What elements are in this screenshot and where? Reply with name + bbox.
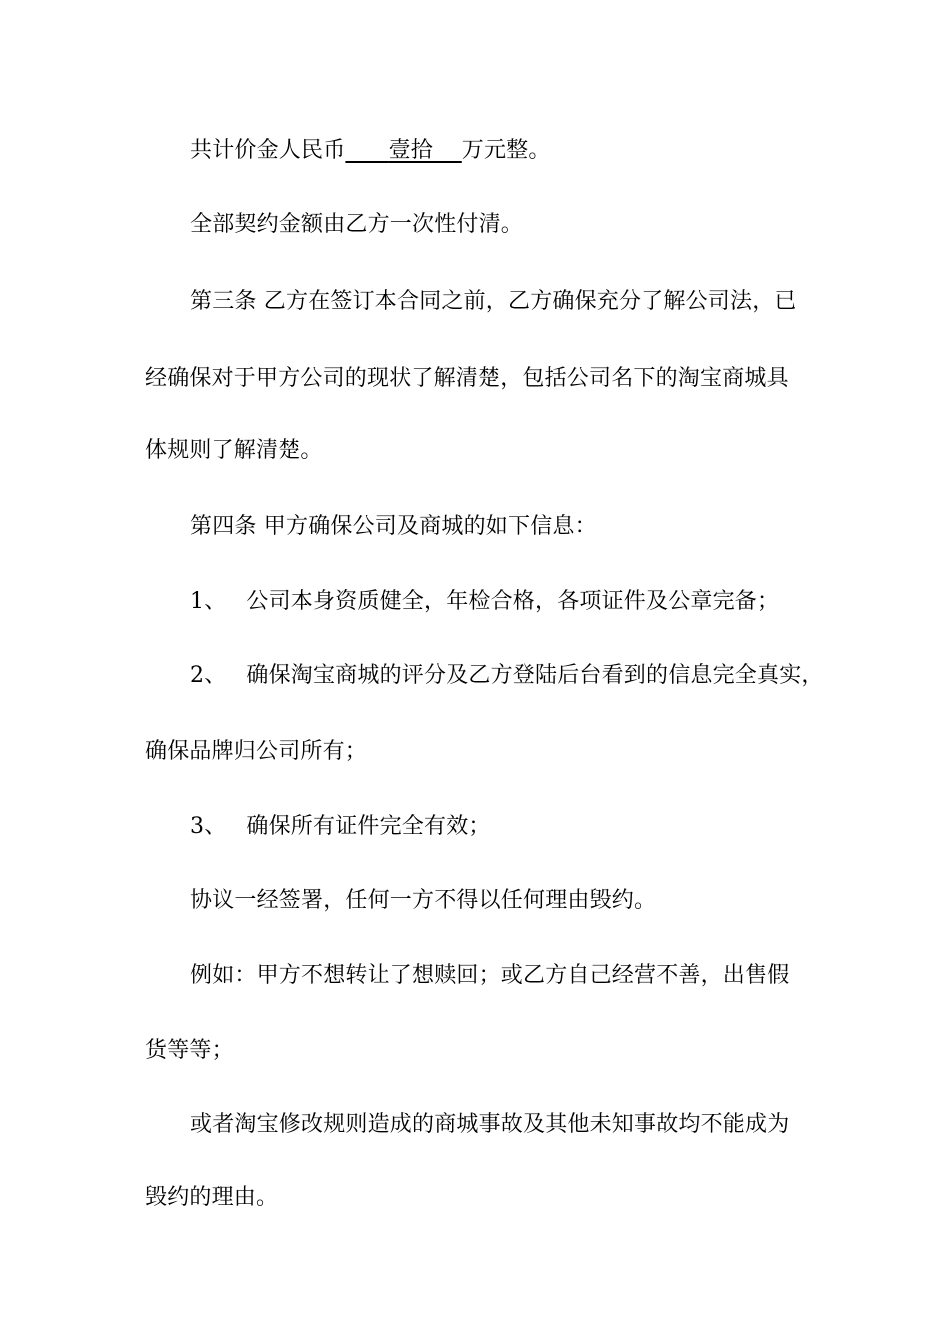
- list-item-2-continued: 确保品牌归公司所有；: [145, 739, 368, 764]
- article-three-line-3: 体规则了解清楚。: [145, 438, 323, 463]
- list-number-2: 2、: [190, 663, 227, 688]
- price-prefix: 共计价金人民币: [190, 138, 346, 163]
- article-four-heading: 第四条 甲方确保公司及商城的如下信息：: [190, 514, 597, 539]
- list-text-1: 公司本身资质健全，年检合格，各项证件及公章完备；: [246, 589, 780, 614]
- payment-line: 全部契约金额由乙方一次性付清。: [190, 212, 524, 237]
- price-suffix: 万元整。: [461, 138, 551, 163]
- list-item-2: [190, 661, 824, 691]
- list-text-3: 确保所有证件完全有效；: [246, 814, 491, 839]
- list-text-2: 确保淘宝商城的评分及乙方登陆后台看到的信息完全真实，: [246, 663, 824, 688]
- rule-change-line-1: 或者淘宝修改规则造成的商城事故及其他未知事故均不能成为: [190, 1112, 790, 1137]
- rule-change-line-2: 毁约的理由。: [145, 1185, 279, 1210]
- example-line-1: 例如：甲方不想转让了想赎回；或乙方自己经营不善，出售假: [190, 963, 790, 988]
- no-breach-line: 协议一经签署，任何一方不得以任何理由毁约。: [190, 888, 657, 913]
- example-line-2: 货等等；: [145, 1038, 234, 1063]
- article-three-line-1: 第三条 乙方在签订本合同之前，乙方确保充分了解公司法，已: [190, 289, 797, 314]
- list-item-3: [190, 812, 491, 842]
- price-blank-2: [433, 138, 462, 163]
- price-line: [190, 136, 551, 166]
- article-three-line-2: 经确保对于甲方公司的现状了解清楚，包括公司名下的淘宝商城具: [145, 366, 789, 391]
- list-item-1: [190, 587, 779, 617]
- price-blank-1: [345, 138, 388, 163]
- price-amount: 壹拾: [388, 138, 433, 163]
- list-number-1: 1、: [190, 589, 227, 614]
- list-number-3: 3、: [190, 814, 227, 839]
